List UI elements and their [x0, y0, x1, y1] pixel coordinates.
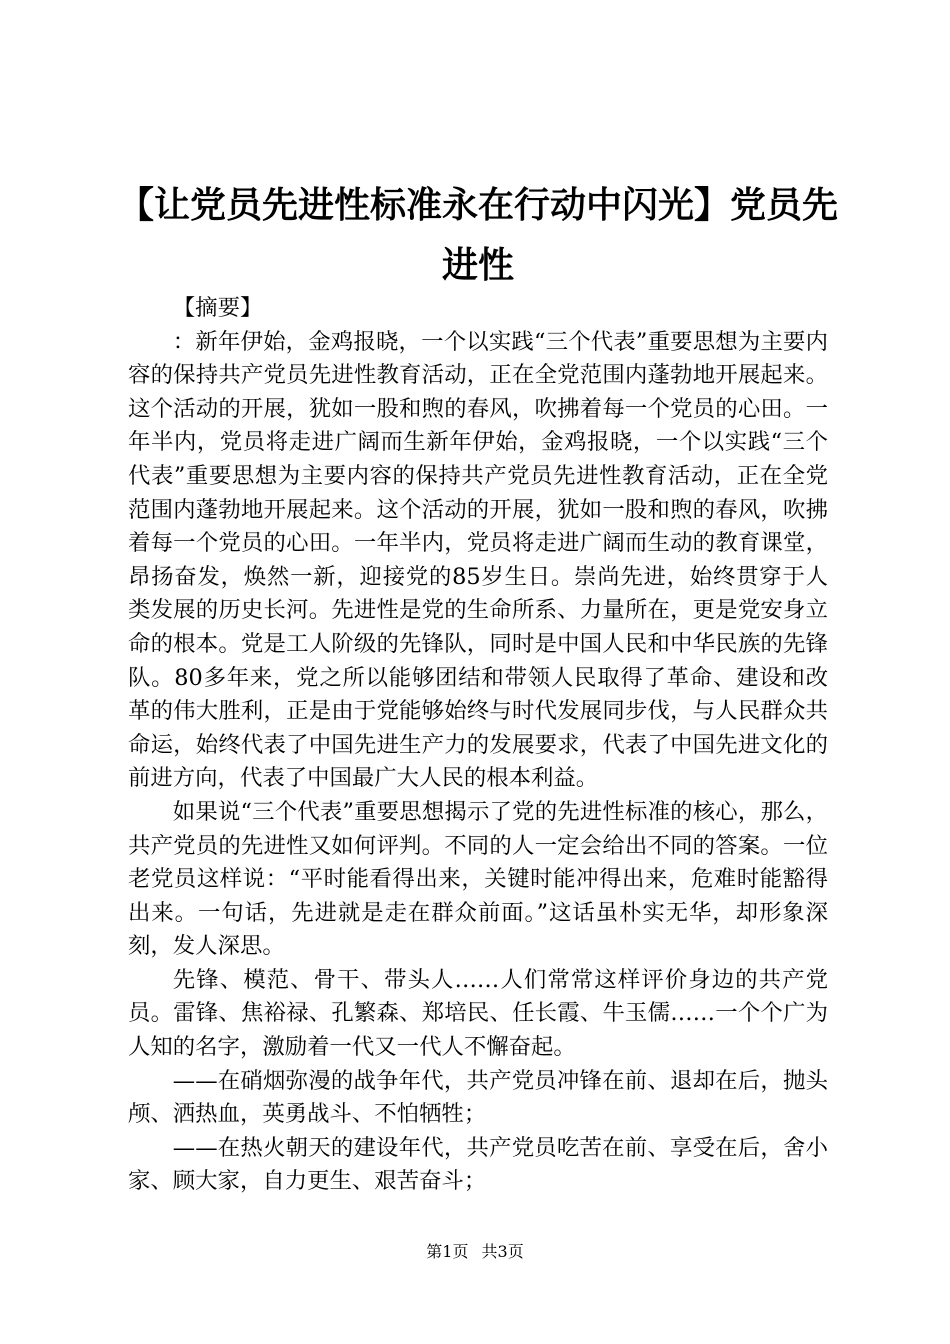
body-paragraph: 如果说“三个代表”重要思想揭示了党的先进性标准的核心，那么，共产党员的先进性又如何评判。不同的人一定会给出不同的答案。一位老党员这样说：“平时能看得出来，关键时能冲得出来，危难时能豁得出来。一句话，先进就是走在群众前面。”这话虽朴实无华，却形象深刻，发人深思。	[128, 798, 828, 960]
body-paragraph: ：新年伊始，金鸡报晓，一个以实践“三个代表”重要思想为主要内容的保持共产党员先进性教育活动，正在全党范围内蓬勃地开展起来。这个活动的开展，犹如一股和煦的春风，吹拂着每一个党员的心田。一年半内，党员将走进广阔而生新年伊始，金鸡报晓，一个以实践“三个代表”重要思想为主要内容的保持共产党员先进性教育活动，正在全党范围内蓬勃地开展起来。这个活动的开展，犹如一股和煦的春风，吹拂着每一个党员的心田。一年半内，党员将走进广阔而生动的教育课堂，昂扬奋发，焕然一新，迎接党的85岁生日。崇尚先进，始终贯穿于人类发展的历史长河。先进性是党的生命所系、力量所在，更是党安身立命的根本。党是工人阶级的先锋队，同时是中国人民和中华民族的先锋队。80多年来，党之所以能够团结和带领人民取得了革命、建设和改革的伟大胜利，正是由于党能够始终与时代发展同步伐，与人民群众共命运，始终代表了中国先进生产力的发展要求，代表了中国先进文化的前进方向，代表了中国最广大人民的根本利益。	[128, 328, 828, 792]
body-paragraph: ——在硝烟弥漫的战争年代，共产党员冲锋在前、退却在后，抛头颅、洒热血，英勇战斗、不怕牺牲；	[128, 1067, 828, 1128]
page-number-total: 共3页	[481, 1242, 524, 1261]
page-footer	[0, 1240, 950, 1264]
body-paragraph: 先锋、模范、骨干、带头人……人们常常这样评价身边的共产党员。雷锋、焦裕禄、孔繁森、郑培民、任长霞、牛玉儒……一个个广为人知的名字，激励着一代又一代人不懈奋起。	[128, 966, 828, 1061]
document-body	[128, 292, 828, 1199]
abstract-label: 【摘要】	[172, 295, 263, 321]
page-number-current: 第1页	[426, 1242, 469, 1261]
body-paragraph: ——在热火朝天的建设年代，共产党员吃苦在前、享受在后，舍小家、顾大家，自力更生、艰苦奋斗；	[128, 1134, 828, 1195]
document-title: 【让党员先进性标准永在行动中闪光】党员先进性	[118, 185, 839, 286]
